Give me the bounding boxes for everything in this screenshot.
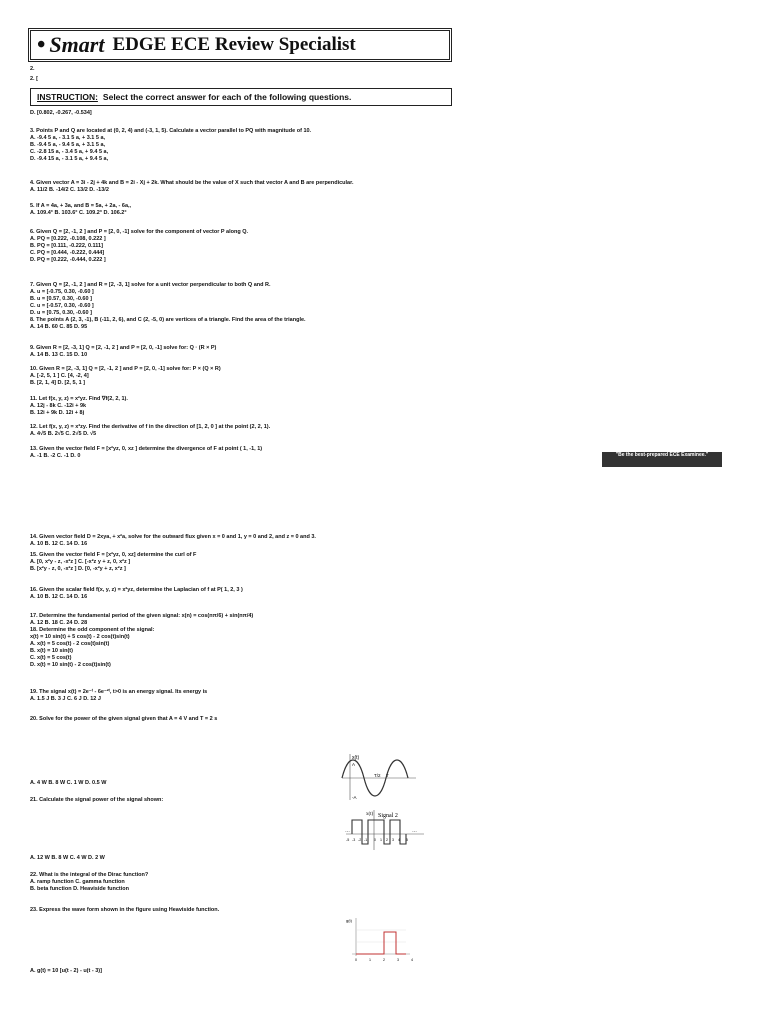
question-line: B. 12i + 9k D. 12i + 8j [30, 410, 85, 416]
question-line: 20. Solve for the power of the given signal given that A = 4 V and T = 2 s [30, 716, 218, 722]
square-tick-label: 4 [398, 838, 400, 842]
question-block [30, 396, 128, 417]
question-line: C. x(t) = 5 cos(t) [30, 655, 72, 661]
question-line: A. -1 B. -2 C. -1 D. 0 [30, 453, 81, 459]
question-block [30, 180, 353, 194]
pulse-tick-label: 3 [397, 958, 399, 962]
question-line: 21. Calculate the signal power of the signal shown: [30, 797, 164, 803]
question-block [30, 534, 316, 548]
question-line: A. 14 B. 60 C. 85 D. 95 [30, 324, 88, 330]
pulse-tick-label: 0 [355, 958, 357, 962]
question-block [30, 613, 253, 669]
question-line: 3. Points P and Q are located at (0, 2, 4) and (-3, 1, 5). Calculate a vector parallel to PQ with magnitude of 10. [30, 128, 312, 134]
fragment-2: 2. [ [30, 76, 38, 82]
question-line: B. beta function D. Heaviside function [30, 886, 130, 892]
question-line: A. x(t) = 5 cos(t) - 2 cos(t)sin(t) [30, 641, 110, 647]
question-line: 9. Given R = [2, -3, 1] Q = [2, -1, 2 ] and P = [2, 0, -1] solve for: Q · (R × P) [30, 345, 217, 351]
question-line: A. 11/2 B. -14/2 C. 13/2 D. -13/2 [30, 187, 109, 193]
question-block [30, 716, 217, 723]
pulse-tick-label: 1 [369, 958, 371, 962]
question-block [30, 587, 243, 601]
question-line: A. 4√5 B. 2√5 C. 2√5 D. √5 [30, 431, 97, 437]
question-block [30, 446, 262, 460]
square-dots-left: … [345, 828, 350, 834]
question-block [30, 366, 221, 387]
question-line: A. PQ = [0.222, -0.108, 0.222 ] [30, 236, 106, 242]
question-line: 15. Given the vector field F = [x²yz, 0, xz] determine the curl of F [30, 552, 197, 558]
question-block [30, 552, 196, 573]
sine-t2: T/2 [374, 773, 381, 778]
question-line: 4. Given vector A = 3i - 2j + 4k and B = 2i - Xj + 2k. What should be the value of X such that vector A and B are perpendicular. [30, 180, 354, 186]
sine-ylabel: x(t) [352, 755, 360, 761]
instruction-label: INSTRUCTION: [37, 92, 98, 102]
question-line: 8. The points A (2, 3, -1), B (-11, 2, 6), and C (2, -5, 0) are vertices of a triangle. Find the area of the triangle. [30, 317, 306, 323]
question-line: B. [2, 1, 4] D. [2, 5, 1 ] [30, 380, 86, 386]
sine-figure [338, 752, 418, 804]
square-tick-label: 5 [406, 838, 408, 842]
square-tick-label: -2 [358, 838, 362, 842]
question-block [30, 872, 148, 893]
square-ylabel: x(t) [366, 812, 374, 817]
fragment-3: D. [0.802, -0.267, -0.534] [30, 110, 92, 116]
question-block [30, 797, 163, 804]
square-tick-label: -5 [346, 838, 350, 842]
question-line: A. [-2, 5, 1 ] C. [4, -2, 4] [30, 373, 89, 379]
question-line: A. 10 B. 12 C. 14 D. 16 [30, 541, 88, 547]
question-line: A. 12 B. 18 C. 24 D. 28 [30, 620, 88, 626]
question-block [30, 689, 207, 703]
question-line: A. 10 B. 12 C. 14 D. 16 [30, 594, 88, 600]
question-block [30, 968, 102, 975]
question-line: x(t) = 10 sin(t) + 5 cos(t) - 2 cos(t)sin(t) [30, 634, 130, 640]
question-line: 13. Given the vector field F = [x²yz, 0, xz ] determine the divergence of F at point ( 1, -1, 1) [30, 446, 263, 452]
square-tick-label: 0 [374, 838, 376, 842]
question-line: 5. If A = 4a, + 3a, and B = 5a, + 2a, - 6a,, [30, 203, 132, 209]
instruction-box [30, 88, 452, 106]
square-tick-label: 1 [380, 838, 382, 842]
question-block [30, 855, 105, 862]
question-line: D. PQ = [0.222, -0.444, 0.222 ] [30, 257, 106, 263]
question-block [30, 907, 219, 914]
square-title: Signal 2 [378, 813, 398, 819]
question-block [30, 229, 248, 264]
question-line: 16. Given the scalar field f(x, y, z) = x²yz, determine the Laplacian of f at P( 1, 2, 3 ) [30, 587, 243, 593]
question-line: B. x(t) = 10 sin(t) [30, 648, 73, 654]
question-line: C. u = [-0.57, 0.30, -0.60 ] [30, 303, 94, 309]
question-line: A. 4 W B. 8 W C. 1 W D. 0.5 W [30, 780, 107, 786]
question-line: 14. Given vector field D = 2xya, + x²a, solve for the outward flux given x = 0 and 1, y = 0 and 2, and z = 0 and 3. [30, 534, 316, 540]
question-line: 7. Given Q = [2, -1, 2 ] and R = [2, -3, 1] solve for a unit vector perpendicular to both Q and R. [30, 282, 271, 288]
question-line: A. 12 W B. 8 W C. 4 W D. 2 W [30, 855, 105, 861]
question-block [30, 345, 216, 359]
instruction-text: Select the correct answer for each of the following questions. [102, 92, 352, 102]
question-block [30, 128, 311, 163]
question-line: A. u = [-0.75, 0.30, -0.60 ] [30, 289, 94, 295]
question-line: C. PQ = [0.444, -0.222, 0.444] [30, 250, 105, 256]
fragment-1: 2. [30, 66, 35, 72]
question-line: 10. Given R = [2, -3, 1] Q = [2, -1, 2 ] and P = [2, 0, -1] solve for: P × (Q × R) [30, 366, 221, 372]
question-line: B. [x²y - z, 0, -x²z ] D. [0, -x²y + z, x²z ] [30, 566, 126, 572]
pulse-tick-label: 2 [383, 958, 385, 962]
pulse-tick-label: 4 [411, 958, 413, 962]
sine-a: A [352, 762, 356, 767]
question-line: A. [0, x²y - z, -x²z ] C. [-x²z y + z, 0, x²z ] [30, 559, 131, 565]
square-dots-right: … [412, 828, 417, 834]
question-block [30, 780, 106, 787]
sine-minus-a: -A [352, 795, 357, 800]
square-tick-label: -3 [352, 838, 356, 842]
question-line: 11. Let f(x, y, z) = x²yz. Find ∇f(2, 2, 1). [30, 396, 128, 402]
question-line: B. u = [0.57, 0.30, -0.60 ] [30, 296, 92, 302]
header-smart: Smart [49, 32, 105, 57]
question-line: D. u = [0.75, 0.30, -0.60 ] [30, 310, 92, 316]
question-line: A. 109.4° B. 103.6° C. 109.2° D. 106.2° [30, 210, 127, 216]
square-tick-label: -1 [364, 838, 368, 842]
question-line: 6. Given Q = [2, -1, 2 ] and P = [2, 0, -1] solve for the component of vector P along Q. [30, 229, 249, 235]
question-block [30, 203, 131, 217]
sine-t: T [386, 773, 389, 778]
question-line: A. -9.4 5 a, - 3.1 5 a, + 3.1 5 a, [30, 135, 106, 141]
question-block [30, 424, 270, 438]
question-line: A. 14 B. 13 C. 15 D. 10 [30, 352, 88, 358]
pulse-figure [346, 916, 412, 964]
question-line: A. ramp function C. gamma function [30, 879, 125, 885]
page-header [28, 28, 452, 62]
square-figure [344, 808, 426, 852]
question-line: B. PQ = [0.111, -0.222, 0.111] [30, 243, 103, 249]
square-tick-label: 2 [386, 838, 388, 842]
motto-badge: "Be the best-prepared ECE Examinee." [602, 452, 722, 467]
question-line: D. -9.4 15 a, - 3.1 5 a, + 9.4 5 a, [30, 156, 109, 162]
question-line: A. 1.5 J B. 3 J C. 6 J D. 12 J [30, 696, 101, 702]
question-line: 17. Determine the fundamental period of the given signal: x(n) = cos(nπ/6) + sin(nπ/4) [30, 613, 254, 619]
question-line: 19. The signal x(t) = 2e⁻ᵗ - 6e⁻²ᵗ, t>0 is an energy signal. Its energy is [30, 689, 208, 695]
question-line: 22. What is the integral of the Dirac function? [30, 872, 149, 878]
square-tick-label: 3 [392, 838, 394, 842]
pulse-ylabel: g(t) [346, 918, 352, 923]
header-title: EDGE ECE Review Specialist [112, 34, 356, 55]
question-line: 12. Let f(x, y, z) = x²zy. Find the derivative of f in the direction of [1, 2, 0 ] at the point (2, 2, 1). [30, 424, 271, 430]
question-line: 23. Express the wave form shown in the figure using Heaviside function. [30, 907, 220, 913]
question-line: D. x(t) = 10 sin(t) - 2 cos(t)sin(t) [30, 662, 111, 668]
question-line: 18. Determine the odd component of the signal: [30, 627, 155, 633]
question-line: B. -9.4 5 a, - 9.4 5 a, + 3.1 5 a, [30, 142, 106, 148]
question-block [30, 282, 306, 331]
question-line: A. 12j - 8k C. -12i + 9k [30, 403, 87, 409]
header-bullet: • [37, 31, 46, 58]
question-line: C. -2.8 15 a, - 3.4 5 a, + 9.4 5 a, [30, 149, 109, 155]
question-line: A. g(t) = 10 [u(t - 2) - u(t - 3)] [30, 968, 102, 974]
